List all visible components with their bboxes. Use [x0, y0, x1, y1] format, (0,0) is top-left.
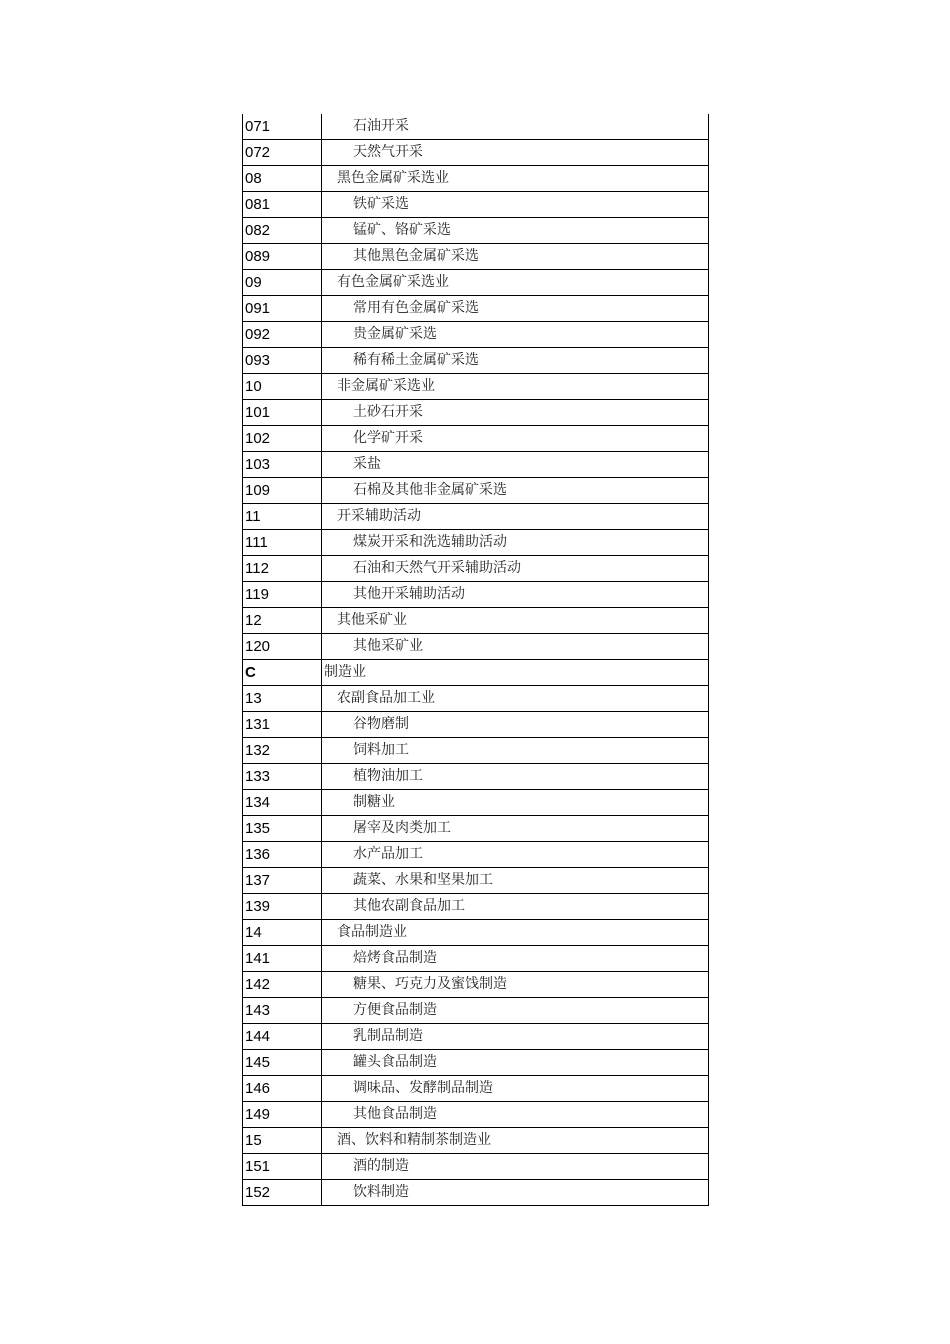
table-row: [243, 738, 709, 764]
table-row: [243, 166, 709, 192]
industry-code-cell: 14: [243, 920, 322, 946]
table-row: [243, 712, 709, 738]
industry-code-cell: 133: [243, 764, 322, 790]
industry-name-cell: 其他农副食品加工: [322, 894, 709, 920]
industry-code-cell: 145: [243, 1050, 322, 1076]
table-row: [243, 140, 709, 166]
table-row: [243, 660, 709, 686]
industry-code-cell: 132: [243, 738, 322, 764]
industry-name-cell: 制造业: [322, 660, 709, 686]
industry-code-cell: 152: [243, 1180, 322, 1206]
table-row: [243, 868, 709, 894]
table-row: [243, 634, 709, 660]
table-row: [243, 764, 709, 790]
industry-name-cell: 煤炭开采和洗选辅助活动: [322, 530, 709, 556]
industry-name-cell: 其他黑色金属矿采选: [322, 244, 709, 270]
table-row: [243, 426, 709, 452]
industry-name-cell: 非金属矿采选业: [322, 374, 709, 400]
table-row: [243, 1024, 709, 1050]
industry-code-cell: 092: [243, 322, 322, 348]
industry-name-cell: 水产品加工: [322, 842, 709, 868]
industry-code-cell: 15: [243, 1128, 322, 1154]
table-row: [243, 686, 709, 712]
industry-name-cell: 开采辅助活动: [322, 504, 709, 530]
industry-name-cell: 饮料制造: [322, 1180, 709, 1206]
industry-name-cell: 石油和天然气开采辅助活动: [322, 556, 709, 582]
industry-code-cell: 11: [243, 504, 322, 530]
industry-name-cell: 乳制品制造: [322, 1024, 709, 1050]
industry-name-cell: 罐头食品制造: [322, 1050, 709, 1076]
industry-classification-table: [242, 114, 709, 1206]
table-row: [243, 114, 709, 140]
table-row: [243, 530, 709, 556]
industry-code-cell: 146: [243, 1076, 322, 1102]
industry-code-cell: 141: [243, 946, 322, 972]
table-row: [243, 296, 709, 322]
industry-code-cell: 136: [243, 842, 322, 868]
industry-name-cell: 贵金属矿采选: [322, 322, 709, 348]
industry-name-cell: 饲料加工: [322, 738, 709, 764]
industry-name-cell: 天然气开采: [322, 140, 709, 166]
industry-code-cell: 08: [243, 166, 322, 192]
table-body: [243, 114, 709, 1206]
industry-name-cell: 其他食品制造: [322, 1102, 709, 1128]
industry-code-cell: 134: [243, 790, 322, 816]
industry-name-cell: 调味品、发酵制品制造: [322, 1076, 709, 1102]
industry-code-cell: 102: [243, 426, 322, 452]
table-row: [243, 842, 709, 868]
industry-code-cell: 072: [243, 140, 322, 166]
table-row: [243, 1180, 709, 1206]
industry-name-cell: 土砂石开采: [322, 400, 709, 426]
industry-code-cell: C: [243, 660, 322, 686]
industry-code-cell: 151: [243, 1154, 322, 1180]
industry-name-cell: 有色金属矿采选业: [322, 270, 709, 296]
industry-name-cell: 石油开采: [322, 114, 709, 140]
industry-name-cell: 农副食品加工业: [322, 686, 709, 712]
industry-code-cell: 081: [243, 192, 322, 218]
industry-name-cell: 石棉及其他非金属矿采选: [322, 478, 709, 504]
industry-code-cell: 12: [243, 608, 322, 634]
table-row: [243, 478, 709, 504]
table-row: [243, 244, 709, 270]
industry-code-cell: 09: [243, 270, 322, 296]
industry-code-cell: 10: [243, 374, 322, 400]
table-row: [243, 582, 709, 608]
industry-name-cell: 蔬菜、水果和坚果加工: [322, 868, 709, 894]
industry-code-cell: 093: [243, 348, 322, 374]
table-row: [243, 218, 709, 244]
industry-name-cell: 其他开采辅助活动: [322, 582, 709, 608]
table-row: [243, 1128, 709, 1154]
industry-name-cell: 酒、饮料和精制茶制造业: [322, 1128, 709, 1154]
industry-name-cell: 采盐: [322, 452, 709, 478]
table-row: [243, 790, 709, 816]
industry-name-cell: 其他采矿业: [322, 608, 709, 634]
industry-name-cell: 黑色金属矿采选业: [322, 166, 709, 192]
table-row: [243, 556, 709, 582]
table-row: [243, 1102, 709, 1128]
industry-name-cell: 糖果、巧克力及蜜饯制造: [322, 972, 709, 998]
industry-name-cell: 酒的制造: [322, 1154, 709, 1180]
table-row: [243, 374, 709, 400]
industry-name-cell: 化学矿开采: [322, 426, 709, 452]
table-row: [243, 920, 709, 946]
industry-code-cell: 112: [243, 556, 322, 582]
industry-code-cell: 089: [243, 244, 322, 270]
industry-code-cell: 091: [243, 296, 322, 322]
industry-code-cell: 149: [243, 1102, 322, 1128]
table-row: [243, 998, 709, 1024]
table-row: [243, 608, 709, 634]
industry-code-cell: 119: [243, 582, 322, 608]
industry-name-cell: 制糖业: [322, 790, 709, 816]
table-row: [243, 1076, 709, 1102]
industry-name-cell: 食品制造业: [322, 920, 709, 946]
industry-name-cell: 稀有稀土金属矿采选: [322, 348, 709, 374]
table-row: [243, 348, 709, 374]
table-row: [243, 322, 709, 348]
industry-code-cell: 13: [243, 686, 322, 712]
table-row: [243, 400, 709, 426]
table-row: [243, 1154, 709, 1180]
table-row: [243, 946, 709, 972]
industry-code-cell: 071: [243, 114, 322, 140]
industry-code-cell: 103: [243, 452, 322, 478]
industry-code-cell: 139: [243, 894, 322, 920]
industry-code-cell: 144: [243, 1024, 322, 1050]
industry-code-cell: 143: [243, 998, 322, 1024]
industry-code-cell: 101: [243, 400, 322, 426]
industry-name-cell: 方便食品制造: [322, 998, 709, 1024]
industry-name-cell: 植物油加工: [322, 764, 709, 790]
industry-name-cell: 其他采矿业: [322, 634, 709, 660]
industry-code-cell: 142: [243, 972, 322, 998]
industry-code-cell: 137: [243, 868, 322, 894]
table-row: [243, 972, 709, 998]
table-row: [243, 894, 709, 920]
table-row: [243, 1050, 709, 1076]
table-row: [243, 270, 709, 296]
industry-name-cell: 谷物磨制: [322, 712, 709, 738]
industry-name-cell: 屠宰及肉类加工: [322, 816, 709, 842]
industry-name-cell: 锰矿、铬矿采选: [322, 218, 709, 244]
industry-name-cell: 铁矿采选: [322, 192, 709, 218]
industry-code-cell: 135: [243, 816, 322, 842]
industry-name-cell: 焙烤食品制造: [322, 946, 709, 972]
table-row: [243, 452, 709, 478]
industry-code-cell: 120: [243, 634, 322, 660]
industry-code-cell: 082: [243, 218, 322, 244]
industry-name-cell: 常用有色金属矿采选: [322, 296, 709, 322]
industry-code-cell: 109: [243, 478, 322, 504]
industry-code-cell: 111: [243, 530, 322, 556]
table-row: [243, 192, 709, 218]
table-row: [243, 816, 709, 842]
industry-code-cell: 131: [243, 712, 322, 738]
table-row: [243, 504, 709, 530]
